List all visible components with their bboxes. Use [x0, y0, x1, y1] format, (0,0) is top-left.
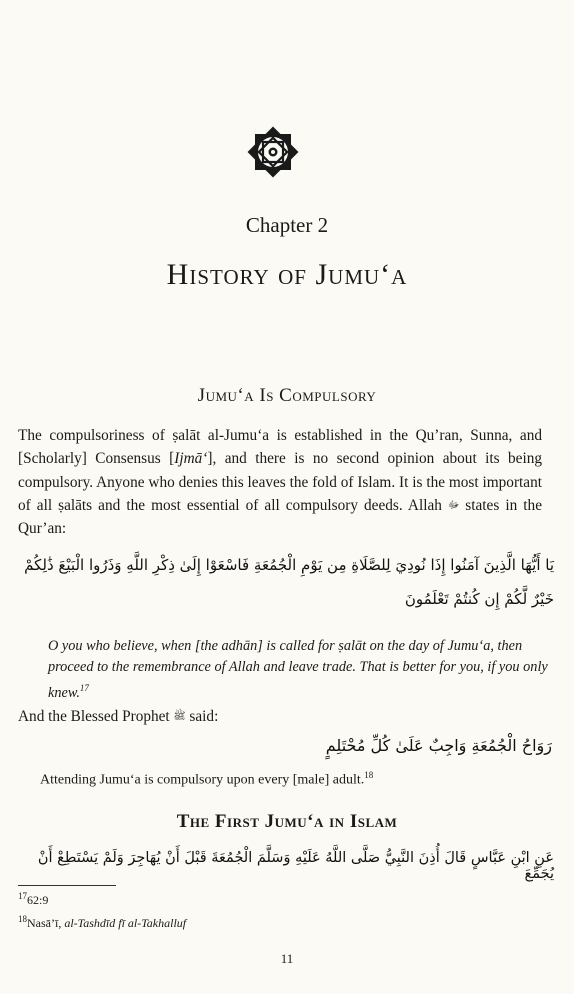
footnote-text: Nasā’ī, — [27, 916, 65, 930]
paragraph-text: ], and there is no second opinion about its being compulsory. Anyone who denies this leaves the fold of Islam. It is the most important of all ṣalāts and the most essential of all compulsory deeds. Allah — [18, 450, 542, 514]
footnote-ref[interactable]: 17 — [79, 683, 89, 693]
prophet-said-line — [18, 708, 218, 726]
arabic-verse: يَا أَيُّهَا الَّذِينَ آمَنُوا إِذَا نُودِيَ لِلصَّلَاةِ مِن يَوْمِ الْجُمُعَةِ فَاسْعَوْا إِلَىٰ ذِكْرِ اللَّهِ وَذَرُوا الْبَيْعَ ذَٰلِكُمْ خَيْرٌ لَّكُمْ إِن كُنتُمْ تَعْلَمُونَ — [24, 556, 554, 608]
footnote-17 — [18, 891, 48, 908]
section-heading-compulsory: Jumu‘a Is Compulsory — [197, 385, 377, 406]
paragraph-text: states in the Qur’an: — [18, 496, 542, 538]
footnote-number: 17 — [18, 891, 27, 901]
octagram-ornament-icon — [247, 126, 299, 178]
footnote-text: 62:9 — [27, 893, 49, 907]
honorific-glyph: ﷺ — [173, 711, 186, 722]
chapter-title: History of Jumu‘a — [166, 258, 408, 291]
arabic-hadith: رَوَاحُ الْجُمُعَةِ وَاجِبٌ عَلَىٰ كُلِّ مُحْتَلِمٍ — [325, 736, 552, 755]
hadith-translation-text: Attending Jumu‘a is compulsory upon every [male] adult. — [40, 772, 365, 788]
footnote-book-title: al-Tashdīd fī al-Takhalluf — [64, 916, 187, 930]
chapter-number: Chapter 2 — [245, 213, 329, 237]
section-heading-first-jumua: The First Jumu‘a in Islam — [176, 811, 398, 832]
translation-text: O you who believe, when [the adhān] is called for ṣalāt on the day of Jumu‘a, then proceed to the remembrance of Allah and leave trade. That is better for you, if you only knew. — [48, 638, 548, 701]
verse-translation — [48, 636, 548, 704]
prophet-text: And the Blessed Prophet — [18, 708, 174, 725]
footnote-ref[interactable]: 18 — [364, 770, 374, 780]
honorific-glyph: ﷻ — [447, 499, 460, 511]
ijma-term: Ijmā‘ — [174, 450, 208, 468]
body-paragraph — [18, 424, 542, 540]
prophet-text: said: — [185, 708, 219, 725]
arabic-narration: عَنِ ابْنِ عَبَّاسٍ قَالَ أُذِنَ النَّبِيُّ صَلَّى اللَّهُ عَلَيْهِ وَسَلَّمَ الْجُمُعَةَ قَبْلَ أَنْ يُهَاجِرَ وَلَمْ يَسْتَطِعْ أَنْ يُجَمِّعَ — [37, 850, 554, 882]
page-number: 11 — [280, 951, 294, 966]
hadith-translation — [40, 770, 373, 789]
paragraph-text: The compulsoriness of ṣalāt al-Jumu‘a is established in the Qu’ran, Sunna, and [Scholarly] Consensus [ — [18, 427, 542, 468]
footnote-number: 18 — [18, 914, 27, 924]
footnote-divider — [18, 885, 116, 886]
footnote-18 — [18, 914, 186, 931]
